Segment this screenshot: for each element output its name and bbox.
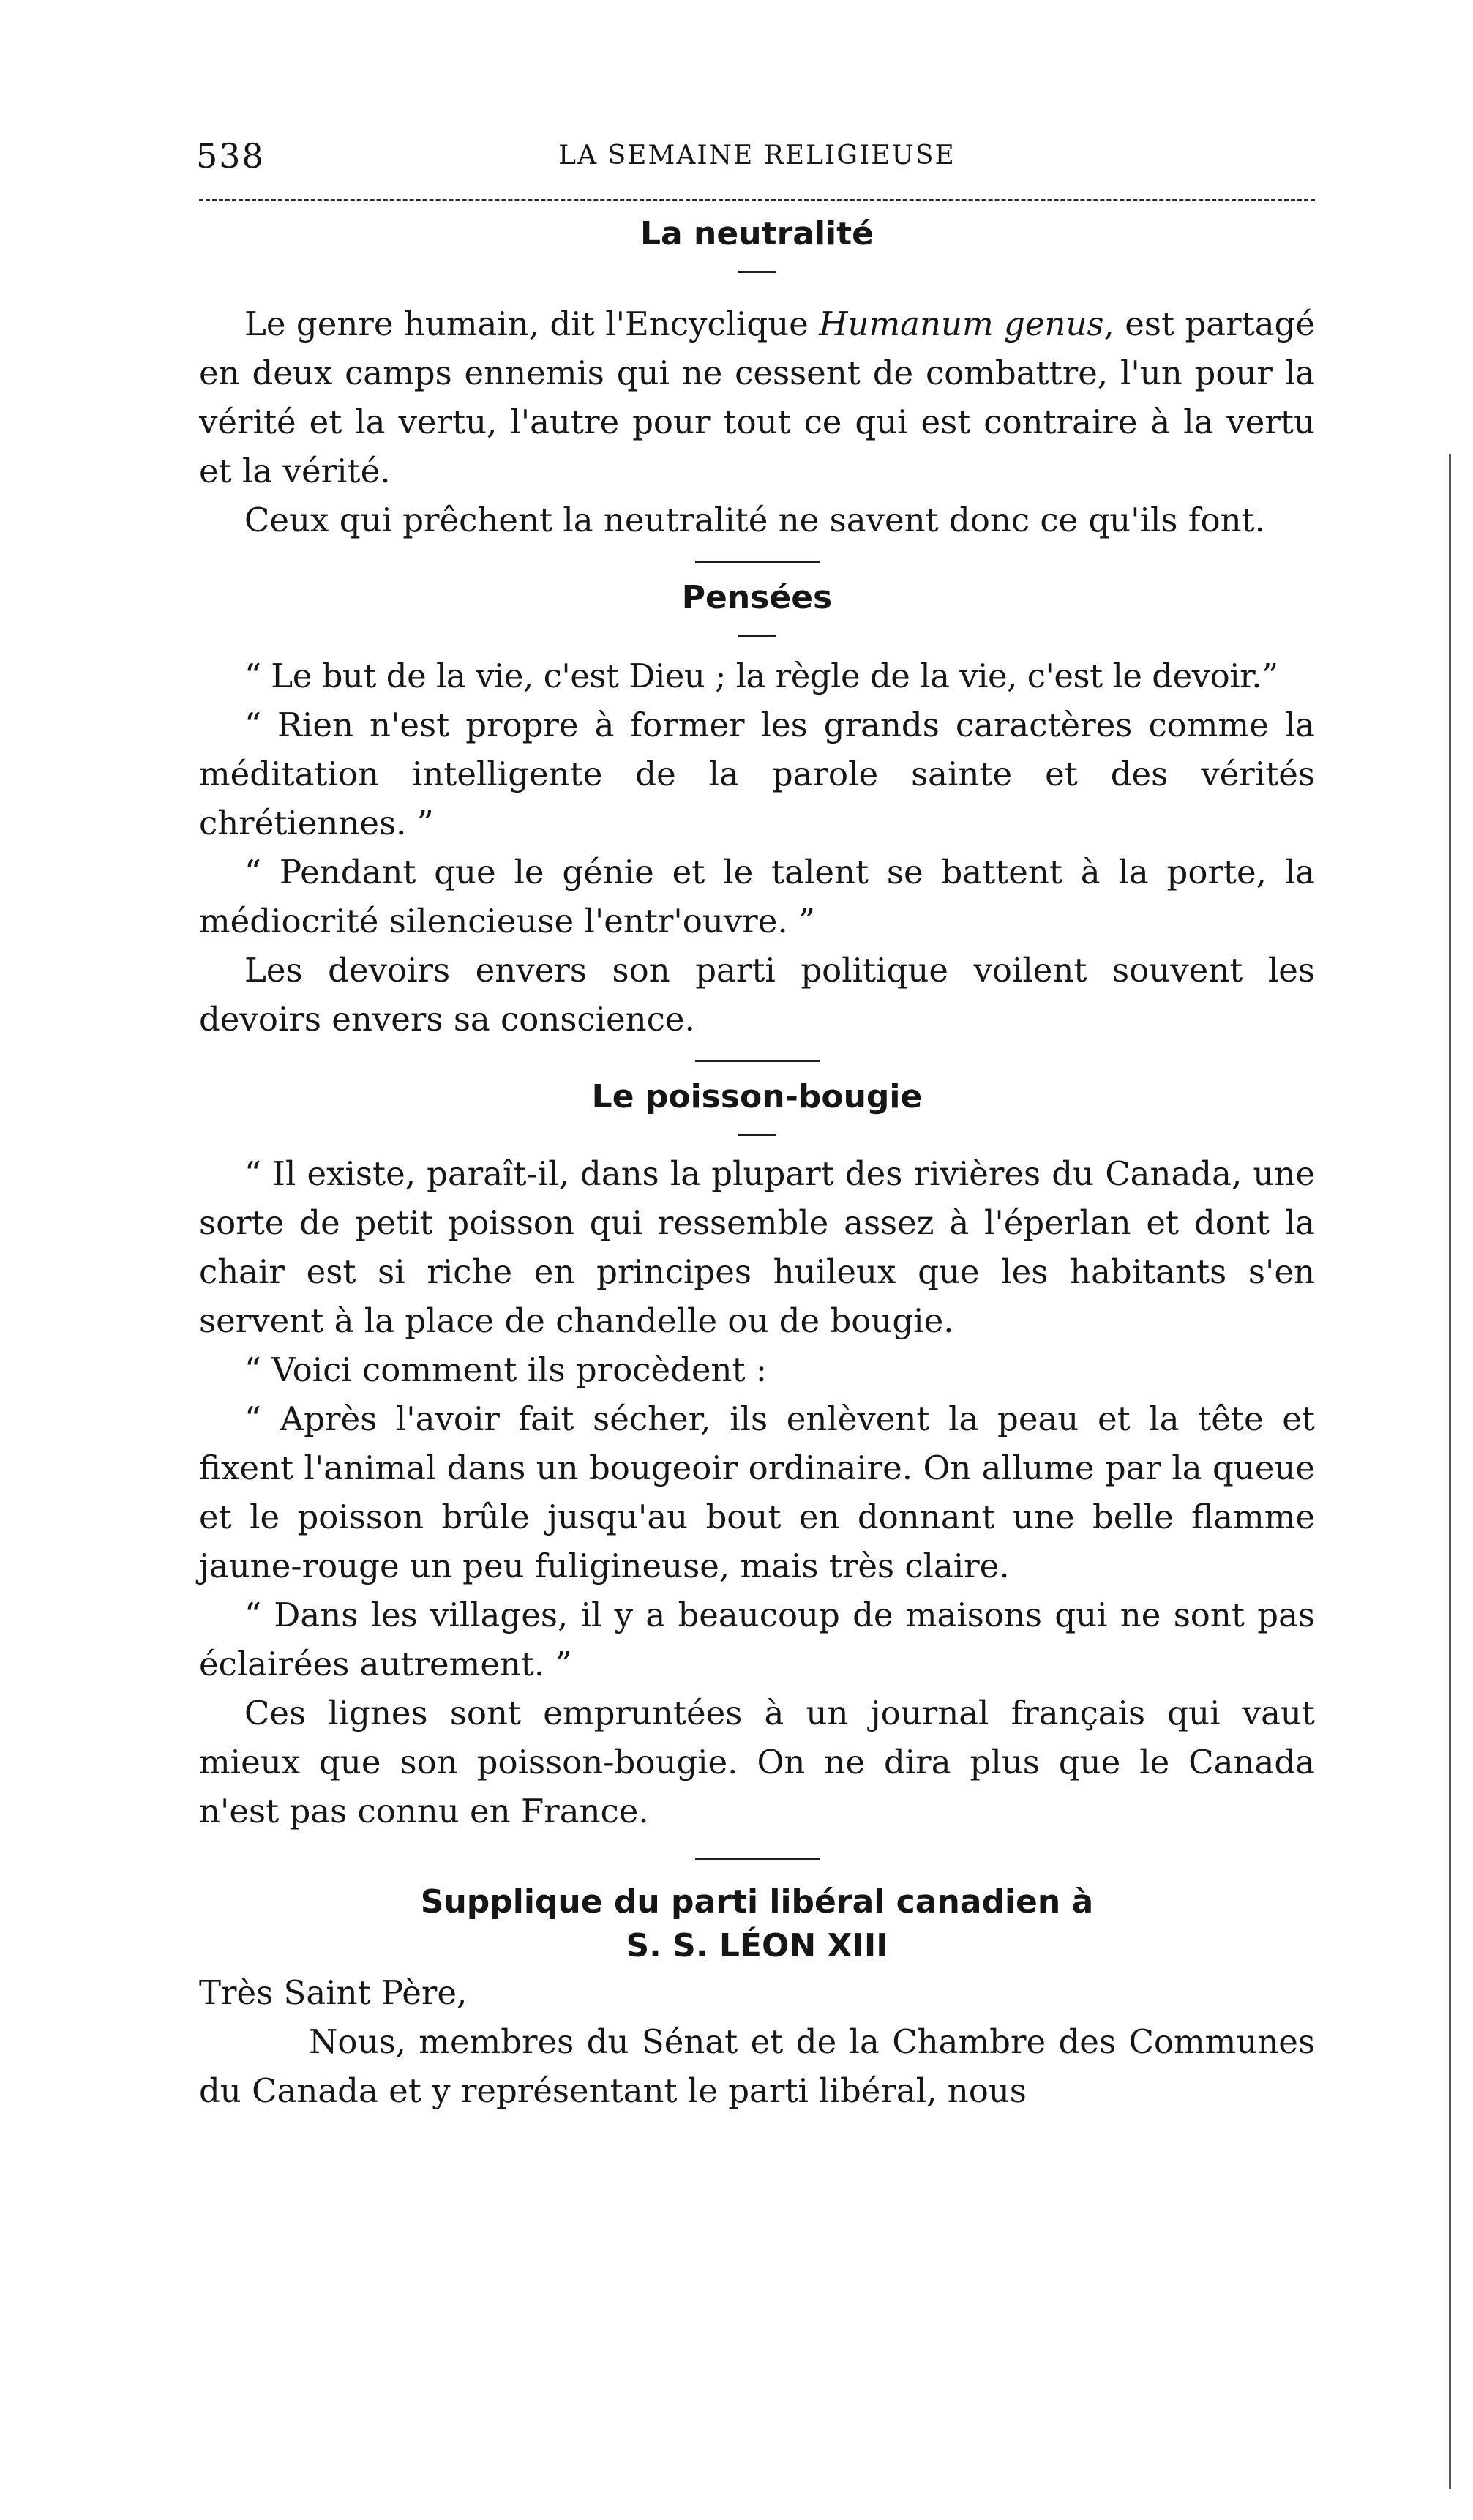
section-title: Pensées (681, 579, 833, 616)
paragraph: “ Il existe, paraît-il, dans la plupart des rivières du Canada, une sorte de petit poisson qui ressemble assez à l'éperlan et dont la chair est si riche en principes huileux que les habitants s'en servent à la place de chandelle ou de bougie. (199, 1154, 1315, 1340)
paragraph-text: Le genre humain, dit l'Encyclique (244, 304, 820, 343)
title-dash (738, 271, 776, 273)
page-number: 538 (196, 136, 265, 176)
salutation: Très Saint Père, (199, 1973, 468, 2012)
paragraph: Ceux qui prêchent la neutralité ne savent donc ce qu'ils font. (244, 501, 1265, 539)
page-edge-line (1449, 454, 1451, 2489)
paragraph: Les devoirs envers son parti politique voilent souvent les devoirs envers sa conscience. (199, 951, 1315, 1039)
section-separator (695, 561, 820, 563)
section-title (199, 1880, 1315, 1968)
paragraph: “ Après l'avoir fait sécher, ils enlèvent la peau et la tête et fixent l'animal dans un bougeoir ordinaire. On allume par la queue et le poisson brûle jusqu'au bout en donnant une belle flamme jaune-rouge un peu fuligineuse, mais très claire. (199, 1399, 1315, 1585)
running-title: LA SEMAINE RELIGIEUSE (558, 141, 956, 171)
paragraph: “ Pendant que le génie et le talent se battent à la porte, la médiocrité silencieuse l'entr'ouvre. ” (199, 853, 1315, 941)
section-pensees (199, 576, 1315, 1044)
paragraph: “ Dans les villages, il y a beaucoup de maisons qui ne sont pas éclairées autrement. ” (199, 1596, 1315, 1683)
running-head (196, 132, 1315, 184)
page (196, 132, 1315, 2115)
title-line: Supplique du parti libéral canadien à (420, 1883, 1094, 1921)
section-title: Le poisson-bougie (591, 1078, 923, 1115)
section-separator (695, 1858, 820, 1860)
section-title: La neutralité (640, 215, 874, 253)
paragraph: “ Le but de la vie, c'est Dieu ; la règle de la vie, c'est le devoir.” (244, 657, 1278, 695)
paragraph: “ Voici comment ils procèdent : (244, 1350, 768, 1389)
section-neutralite (199, 212, 1315, 545)
paragraph-text: , est partagé en deux camps ennemis qui ne cessent de combattre, l'un pour la vérité et la vertu, l'autre pour tout ce qui est contraire à la vertu et la vérité. (199, 304, 1315, 490)
paragraph: Ces lignes sont empruntées à un journal français qui vaut mieux que son poisson-bougie. On ne dira plus que le Canada n'est pas connu en France. (199, 1694, 1315, 1831)
paragraph (199, 299, 1315, 496)
title-line: S. S. LÉON XIII (626, 1927, 888, 1964)
encyclical-title: Humanum genus (819, 304, 1104, 343)
section-supplique (199, 1880, 1315, 2115)
paragraph: Nous, membres du Sénat et de la Chambre des Communes du Canada et y représentant le parti libéral, nous (199, 2022, 1315, 2110)
paragraph: “ Rien n'est propre à former les grands caractères comme la méditation intelligente de la parole sainte et des vérités chrétiennes. ” (199, 706, 1315, 842)
title-dash (738, 1134, 776, 1136)
section-separator (695, 1060, 820, 1062)
title-dash (738, 635, 776, 637)
section-poisson-bougie (199, 1075, 1315, 1836)
header-rule (199, 199, 1315, 201)
